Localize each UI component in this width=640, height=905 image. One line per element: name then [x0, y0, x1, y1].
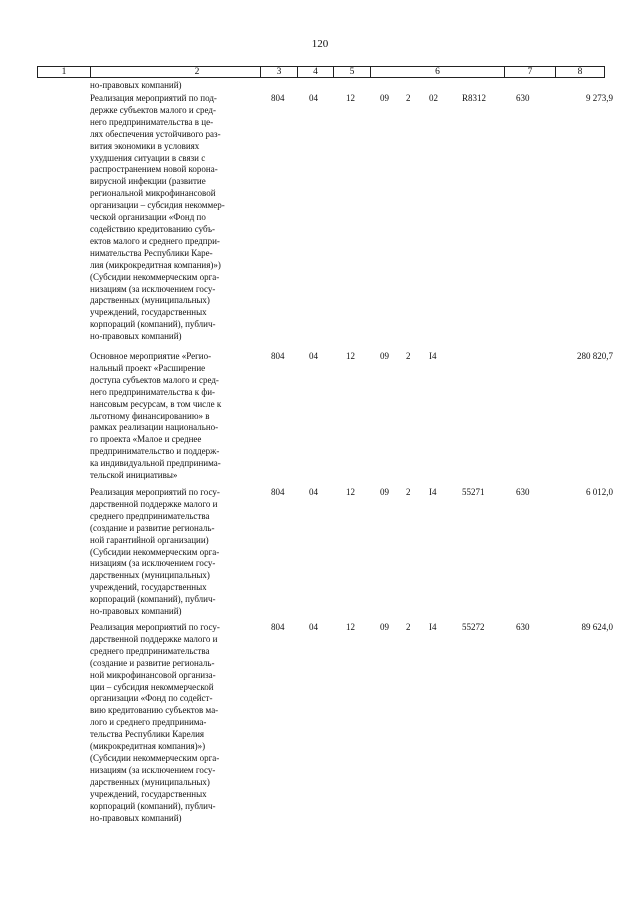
row-subprogram-code: 2: [406, 487, 411, 497]
header-col-1: 1: [61, 67, 67, 77]
row-admin-code: 804: [271, 487, 285, 497]
row-program-code: 09: [380, 487, 389, 497]
row-section-code: 04: [309, 351, 318, 361]
row-admin-code: 804: [271, 351, 285, 361]
row-subsection-code: 12: [346, 487, 355, 497]
row-event-code: I4: [429, 351, 437, 361]
row-expense-type: 630: [516, 622, 530, 632]
row-subsection-code: 12: [346, 351, 355, 361]
row-admin-code: 804: [271, 93, 285, 103]
row-direction-code: R8312: [462, 93, 487, 103]
row-description: Основное мероприятие «Регио- нальный проект «Расширение доступа субъектов малого и сред- него предпринимательства к фи- нансовым ресурсам, в том числе к льготному финансированию» в рамках реализации национально- го проекта «Малое и среднее предпринимательство и поддерж- ка индивидуальной предпринима- тельской инициативы»: [90, 351, 222, 481]
row-description: но-правовых компаний): [90, 80, 182, 90]
header-col-8: 8: [577, 67, 583, 77]
row-section-code: 04: [309, 622, 318, 632]
table-header: [37, 66, 605, 78]
row-program-code: 09: [380, 622, 389, 632]
row-direction-code: 55271: [462, 487, 485, 497]
row-description: Реализация мероприятий по под- держке субъектов малого и сред- него предпринимательства в це- лях обеспечения устойчивого раз- вития экономики в условиях ухудшения ситуации в связи с распространением новой корона- вирусной инфекции (развитие региональной микрофинансовой организации – субсидия некоммер- ческой организации «Фонд по содействию кредитованию субъ- ектов малого и среднего предпри- нимательства Республики Каре- лия (микрокредитная компания)») (Субсидии некоммерческим орга- низациям (за исключением госу- дарственных (муниципальных) учреждений, государственных корпораций (компаний), публич- но-правовых компаний): [90, 93, 225, 342]
row-subprogram-code: 2: [406, 93, 411, 103]
row-subprogram-code: 2: [406, 351, 411, 361]
row-subprogram-code: 2: [406, 622, 411, 632]
row-section-code: 04: [309, 487, 318, 497]
row-admin-code: 804: [271, 622, 285, 632]
row-amount: 89 624,0: [581, 622, 613, 632]
header-col-7: 7: [527, 67, 533, 77]
row-program-code: 09: [380, 351, 389, 361]
row-expense-type: 630: [516, 93, 530, 103]
header-col-2: 2: [194, 67, 200, 77]
row-program-code: 09: [380, 93, 389, 103]
header-col-5: 5: [349, 67, 355, 77]
row-amount: 280 820,7: [577, 351, 613, 361]
row-description: Реализация мероприятий по госу- дарственной поддержке малого и среднего предпринимательства (создание и развитие региональ- ной микрофинансовой организа- ции – субсидия некоммерческой организации «Фонд по содейст- вию кредитованию субъектов ма- лого и среднего предпринима- тельства Республики Карелия (микрокредитная компания)») (Субсидии некоммерческим орга- низациям (за исключением госу- дарственных (муниципальных) учреждений, государственных корпораций (компаний), публич- но-правовых компаний): [90, 622, 220, 823]
header-col-4: 4: [313, 67, 318, 77]
header-col-3: 3: [276, 67, 282, 77]
page-number: 120: [311, 38, 329, 50]
header-col-6: 6: [435, 67, 440, 77]
row-amount: 6 012,0: [586, 487, 613, 497]
row-description: Реализация мероприятий по госу- дарственной поддержке малого и среднего предпринимательства (создание и развитие региональ- ной гарантийной организации) (Субсидии некоммерческим орга- низациям (за исключением госу- дарственных (муниципальных) учреждений, государственных корпораций (компаний), публич- но-правовых компаний): [90, 487, 220, 617]
row-section-code: 04: [309, 93, 318, 103]
row-event-code: 02: [429, 93, 438, 103]
row-amount: 9 273,9: [586, 93, 613, 103]
row-direction-code: 55272: [462, 622, 485, 632]
row-event-code: I4: [429, 622, 437, 632]
row-subsection-code: 12: [346, 93, 355, 103]
row-event-code: I4: [429, 487, 437, 497]
row-expense-type: 630: [516, 487, 530, 497]
row-subsection-code: 12: [346, 622, 355, 632]
